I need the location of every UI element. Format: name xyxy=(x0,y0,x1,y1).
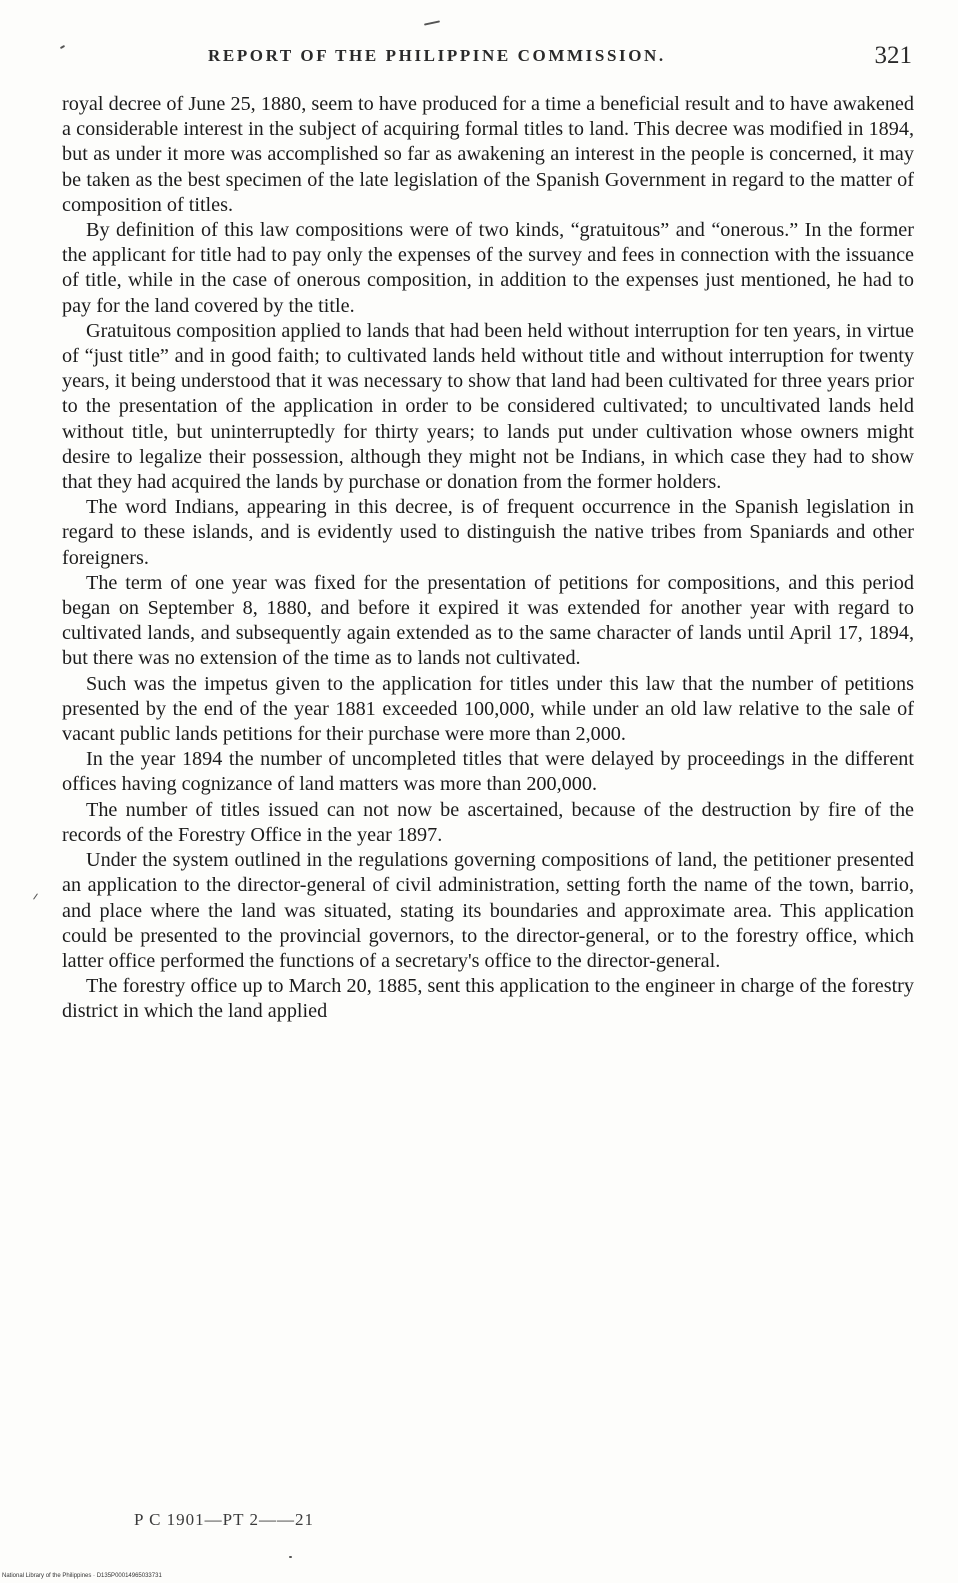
signature-mark: P C 1901—PT 2——21 xyxy=(134,1510,314,1529)
paragraph: The term of one year was fixed for the presentation of petitions for compositions, and this period began on September 8, 1880, and before it expired it was extended for another year with regard to cultivated lands, and subsequently again extended as to the same character of lands until April 17, 1894, but there was no extension of the time as to lands not cultivated. xyxy=(62,571,914,670)
paragraph: Gratuitous composition applied to lands that had been held without interruption for ten years, in virtue of “just title” and in good faith; to cultivated lands held without title and without interruption for twenty years, it being understood that it was necessary to show that land had been cultivated for three years prior to the presentation of the application in order to be considered cultivated; to uncultivated lands held without title, but uninterruptedly for thirty years; to lands put under cultivation whose owners might desire to legalize their possession, although they might not be Indians, in which case they had to show that they had acquired the lands by purchase or donation from the former holders. xyxy=(62,319,914,494)
paragraph: The forestry office up to March 20, 1885, sent this application to the engineer in charge of the forestry district in which the land applied xyxy=(62,975,914,1023)
body-text xyxy=(62,92,914,1025)
paragraph: The word Indians, appearing in this decree, is of frequent occurrence in the Spanish legislation in regard to these islands, and is evidently used to distinguish the native tribes from Spaniards and other foreigners. xyxy=(62,496,914,569)
paragraph: In the year 1894 the number of uncompleted titles that were delayed by proceedings in the different offices having cognizance of land matters was more than 200,000. xyxy=(62,748,914,796)
paragraph: Such was the impetus given to the application for titles under this law that the number of petitions presented by the end of the year 1881 exceeded 100,000, while under an old law relative to the sale of vacant public lands petitions for their purchase were more than 2,000. xyxy=(62,672,914,746)
scan-credit: National Library of the Philippines · D135P00014965033731 xyxy=(2,1573,162,1579)
page-number: 321 xyxy=(874,42,912,69)
running-title: REPORT OF THE PHILIPPINE COMMISSION. xyxy=(208,46,666,65)
scan-speck xyxy=(424,20,440,25)
paragraph: Under the system outlined in the regulations governing compositions of land, the petitioner presented an application to the director-general of civil administration, setting forth the name of the town, barrio, and place where the land was situated, stating its boundaries and approximate area. This application could be presented to the provincial governors, to the director-general, or to the forestry office, which latter office performed the functions of a secretary's office to the director-general. xyxy=(62,849,914,972)
paragraph: By definition of this law compositions were of two kinds, “gratuitous” and “onerous.” In the former the applicant for title had to pay only the expenses of the survey and fees in connection with the issuance of title, while in the case of onerous composition, in addition to the expenses just mentioned, he had to pay for the land covered by the title. xyxy=(62,219,914,317)
paragraph: The number of titles issued can not now be ascertained, because of the destruction by fire of the records of the Forestry Office in the year 1897. xyxy=(62,798,914,846)
page-header xyxy=(60,42,912,76)
scan-speck xyxy=(33,893,38,899)
scan-speck xyxy=(289,1556,292,1558)
paragraph: royal decree of June 25, 1880, seem to have produced for a time a beneficial result and to have awakened a considerable interest in the subject of acquiring formal titles to land. This decree was modified in 1894, but as under it more was accomplished so far as awakening an interest in the people is concerned, it may be taken as the best specimen of the late legislation of the Spanish Government in regard to the matter of composition of titles. xyxy=(62,93,914,216)
